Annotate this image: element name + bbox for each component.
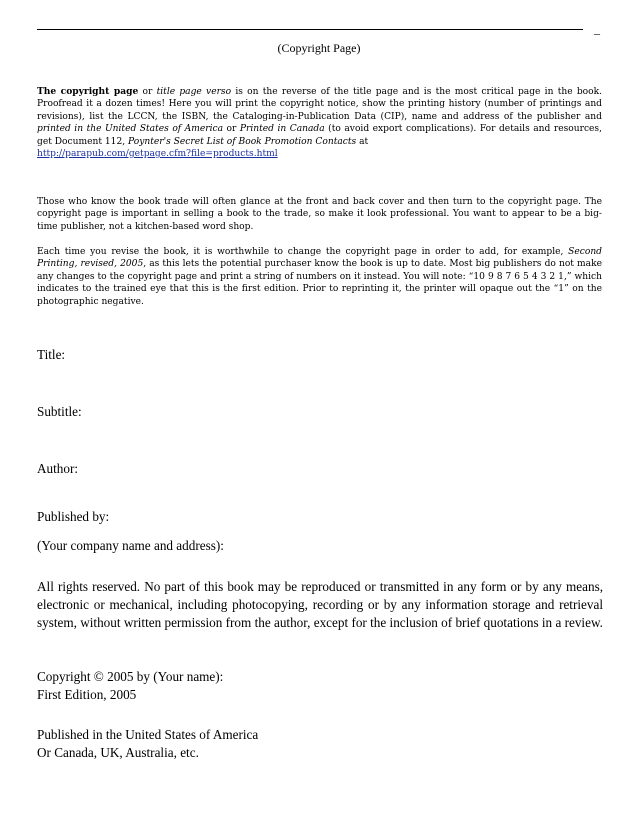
revision-paragraph	[37, 246, 602, 308]
edition-line: First Edition, 2005	[37, 686, 137, 702]
subtitle-label: Subtitle:	[37, 404, 82, 419]
book-trade-paragraph: Those who know the book trade will often glance at the front and back cover and then turn to the copyright page. The copyright page is important in selling a book to the trade, so make it look professional. You want to appear to be a big-time publisher, not a kitchen-based word shop.	[37, 197, 602, 232]
page-title: (Copyright Page)	[277, 41, 361, 55]
intro-text-1: is on the reverse of the title page and is the most critical page in the book. Proofread it a dozen times! Here you will print the copyright notice, show the printing history (number of printings and revisions), list the LCCN, the ISBN, the Cataloging-in-Publication Data (CIP), name and address of the publisher and	[37, 87, 603, 122]
products-link[interactable]: http://parapub.com/getpage.cfm?file=products.html	[37, 149, 278, 160]
term-copyright-page: The copyright page	[37, 86, 139, 97]
other-countries-line: Or Canada, UK, Australia, etc.	[37, 744, 199, 760]
printed-in-canada: Printed in Canada	[239, 124, 325, 135]
header-rule	[37, 29, 583, 30]
published-in-block	[37, 726, 603, 762]
intro-paragraph	[37, 86, 602, 160]
copyright-block	[37, 668, 603, 704]
term-title-page-verso: title page verso	[156, 87, 232, 97]
company-label: (Your company name and address):	[37, 538, 224, 553]
published-in-line: Published in the United States of America	[37, 727, 259, 742]
author-label: Author:	[37, 461, 79, 476]
intro-or-2: or	[223, 124, 240, 135]
rights-paragraph: All rights reserved. No part of this book may be reproduced or transmitted in any form or by any means, electronic or mechanical, including photocopying, recording or by any information storage and retrieval system, without written permission from the author, except for the inclusion of brief quotations in a review.	[37, 579, 603, 630]
published-by-label: Published by:	[37, 509, 110, 524]
revision-text-2: , as this lets the potential purchaser know the book is up to date. Most big publishers do not make any changes to the copyright page and print a string of numbers on it instead. You will note: “10 9 8 7 6 5 4 3 2 1,” which indicates to the trained eye that this is the first edition. Prior to reprinting it, the printer will opaque out the “1” on the photographic negative.	[37, 259, 602, 307]
revision-text-1: Each time you revise the book, it is worthwhile to change the copyright page in order to add, for example,	[37, 247, 569, 257]
document-title: Poynter's Secret List of Book Promotion Contacts	[128, 136, 357, 147]
printed-in-usa: printed in the United States of America	[37, 124, 224, 135]
copyright-line: Copyright © 2005 by (Your name):	[37, 669, 224, 684]
second-printing-example: Second Printing, revised, 2005	[37, 247, 602, 270]
corner-mark: _	[594, 22, 600, 36]
intro-or: or	[138, 87, 157, 97]
intro-text-2: (to avoid export complications). For details and resources, get Document 112,	[37, 124, 602, 147]
intro-text-3: at	[356, 136, 369, 147]
title-label: Title:	[37, 347, 66, 362]
